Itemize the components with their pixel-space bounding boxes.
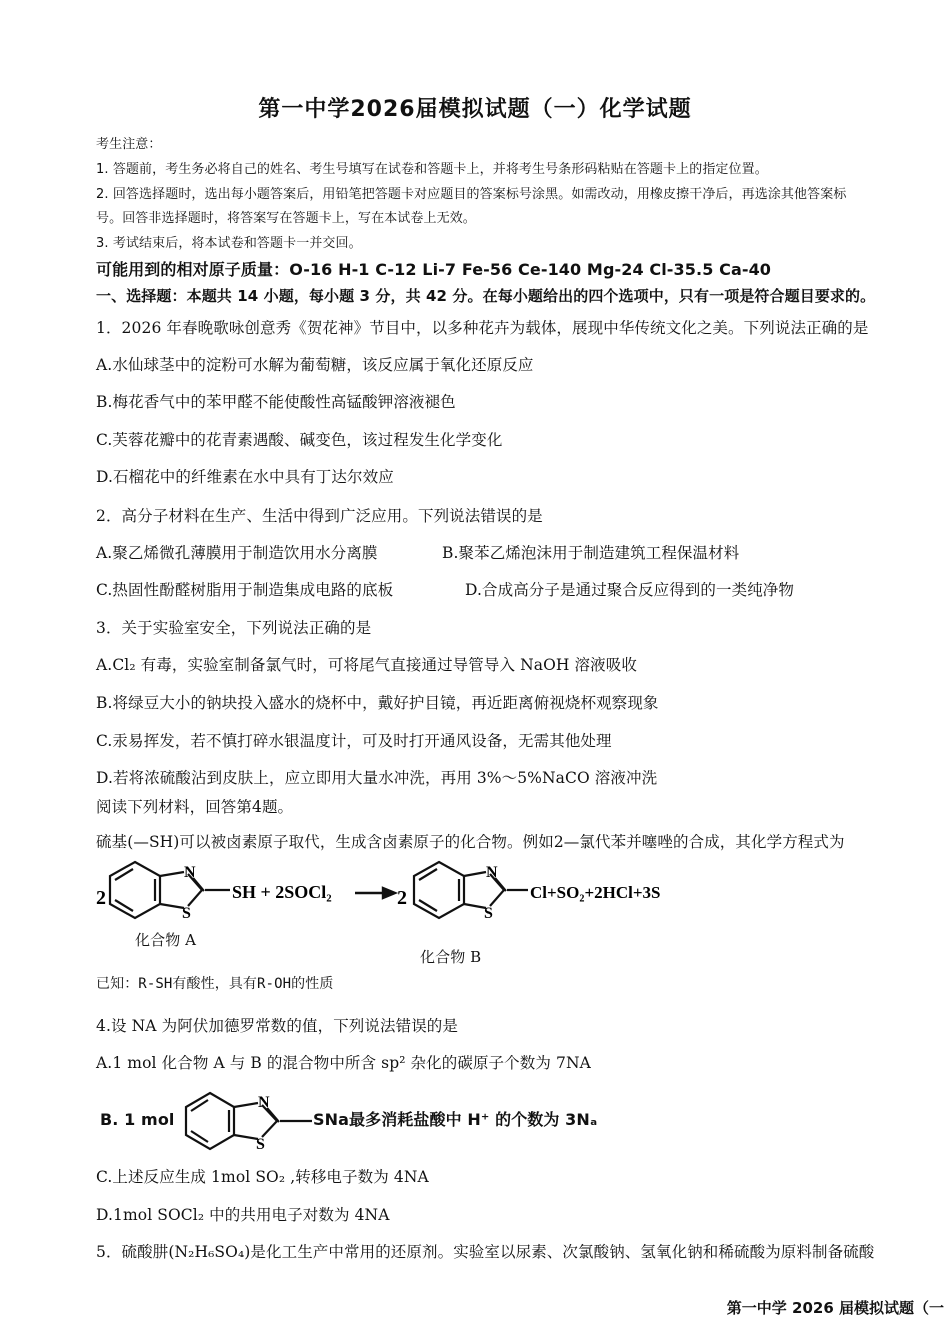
q2-option-a: A.聚乙烯微孔薄膜用于制造饮用水分离膜: [96, 544, 378, 562]
q1-option-d: D.石榴花中的纤维素在水中具有丁达尔效应: [96, 468, 394, 486]
notice-heading: 考生注意：: [96, 137, 162, 152]
q4-option-b-text: SNa最多消耗盐酸中 H⁺ 的个数为 3Nₐ: [313, 1110, 598, 1129]
q3-stem: 3．关于实验室安全，下列说法正确的是: [96, 619, 372, 637]
notice-item-2: 2. 回答选择题时，选出每小题答案后，用铅笔把答题卡对应题目的答案标号涂黑。如需改动，用橡皮擦干净后，再选涂其他答案标: [96, 187, 847, 202]
q3-option-d: D.若将浓硫酸沾到皮肤上，应立即用大量水冲洗，再用 3%～5%NaCO 溶液冲洗: [96, 769, 658, 787]
atomic-masses: 可能用到的相对原子质量：O-16 H-1 C-12 Li-7 Fe-56 Ce-140 Mg-24 Cl-35.5 Ca-40: [96, 260, 772, 279]
compound-b-sulfur: S: [484, 905, 493, 922]
q3-option-b: B.将绿豆大小的钠块投入盛水的烧杯中，戴好护目镜，再近距离俯视烧杯观察现象: [96, 694, 659, 712]
q4-option-a: A.1 mol 化合物 A 与 B 的混合物中所含 sp² 杂化的碳原子个数为 7NA: [96, 1054, 591, 1072]
q2-option-b: B.聚苯乙烯泡沫用于制造建筑工程保温材料: [442, 544, 740, 562]
notice-item-2-cont: 号。回答非选择题时，将答案写在答题卡上，写在本试卷上无效。: [96, 211, 476, 226]
compound-a-structure: [110, 862, 230, 918]
equation-products-text: Cl+SO₂+2HCl+3S: [530, 883, 661, 902]
q2-option-d: D.合成高分子是通过聚合反应得到的一类纯净物: [465, 581, 795, 599]
q4-structure-sulfur: S: [256, 1136, 265, 1153]
compound-a-nitrogen: N: [184, 864, 196, 881]
reading-text: 硫基(—SH)可以被卤素原子取代，生成含卤素原子的化合物。例如2—氯代苯并噻唑的合成，其化学方程式为: [96, 833, 845, 851]
notice-item-3: 3. 考试结束后，将本试卷和答题卡一并交回。: [96, 236, 362, 251]
q4-stem: 4.设 NA 为阿伏加德罗常数的值，下列说法错误的是: [96, 1017, 458, 1035]
q1-stem: 1．2026 年春晚歌咏创意秀《贺花神》节目中，以多种花卉为载体，展现中华传统文化之美。下列说法正确的是: [96, 319, 869, 337]
q2-option-c: C.热固性酚醛树脂用于制造集成电路的底板: [96, 581, 394, 599]
q4-structure-nitrogen: N: [258, 1094, 270, 1111]
equation-reactant-text: SH + 2SOCl₂: [232, 882, 332, 902]
compound-b-structure: [414, 862, 528, 918]
q1-option-b: B.梅花香气中的苯甲醛不能使酸性高锰酸钾溶液褪色: [96, 393, 456, 411]
reading-known: 已知：R-SH有酸性，具有R-OH的性质: [96, 976, 334, 992]
compound-b-label: 化合物 B: [420, 948, 482, 966]
section-heading: 一、选择题：本题共 14 小题，每小题 3 分，共 42 分。在每小题给出的四个选项中，只有一项是符合题目要求的。: [96, 287, 876, 305]
q3-option-c: C.汞易挥发，若不慎打碎水银温度计，可及时打开通风设备，无需其他处理: [96, 732, 612, 750]
compound-a-label: 化合物 A: [135, 931, 197, 949]
reading-intro: 阅读下列材料，回答第4题。: [96, 798, 294, 816]
page-footer: 第一中学 2026 届模拟试题（一: [726, 1299, 944, 1317]
compound-a-sulfur: S: [182, 905, 191, 922]
q4-option-b-prefix: B. 1 mol: [100, 1110, 175, 1129]
compound-b-nitrogen: N: [486, 864, 498, 881]
q4-option-c: C.上述反应生成 1mol SO₂ ,转移电子数为 4NA: [96, 1168, 429, 1186]
equation-coefficient-left: 2: [96, 887, 106, 909]
notice-item-1: 1. 答题前，考生务必将自己的姓名、考生号填写在试卷和答题卡上，并将考生号条形码粘贴在答题卡上的指定位置。: [96, 162, 768, 177]
q5-stem: 5．硫酸肼(N₂H₆SO₄)是化工生产中常用的还原剂。实验室以尿素、次氯酸钠、氢氧化钠和稀硫酸为原料制备硫酸: [96, 1243, 875, 1261]
q1-option-c: C.芙蓉花瓣中的花青素遇酸、碱变色，该过程发生化学变化: [96, 431, 503, 449]
equation-coefficient-right: 2: [397, 887, 407, 909]
q3-option-a: A.Cl₂ 有毒，实验室制备氯气时，可将尾气直接通过导管导入 NaOH 溶液吸收: [96, 656, 637, 674]
q1-option-a: A.水仙球茎中的淀粉可水解为葡萄糖，该反应属于氧化还原反应: [96, 356, 534, 374]
q4-option-d: D.1mol SOCl₂ 中的共用电子对数为 4NA: [96, 1206, 390, 1224]
reaction-arrow: [355, 888, 395, 898]
page-title: 第一中学2026届模拟试题（一）化学试题: [258, 97, 692, 122]
q2-stem: 2．高分子材料在生产、生活中得到广泛应用。下列说法错误的是: [96, 507, 543, 525]
